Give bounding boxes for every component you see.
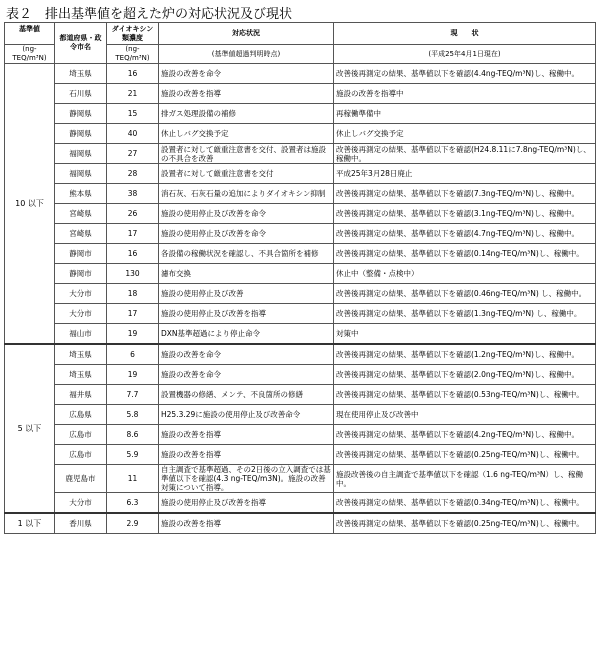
table-row <box>5 405 596 425</box>
status-cell: 施設の改善を指導中 <box>334 84 596 104</box>
concentration-cell: 16 <box>107 64 159 84</box>
table-row <box>5 84 596 104</box>
status-cell: 平成25年3月28日廃止 <box>334 164 596 184</box>
status-cell: 改善後再測定の結果、基準値以下を確認(0.14ng-TEQ/m³N)し、稼働中。 <box>334 244 596 264</box>
response-cell: 設置機器の修繕、メンテ、不良箇所の修繕 <box>159 385 334 405</box>
status-cell: 対策中 <box>334 324 596 345</box>
header-standard: 基準値 <box>5 23 55 45</box>
table-row <box>5 445 596 465</box>
response-cell: 施設の使用停止及び改善 <box>159 284 334 304</box>
table-title: 表２ 排出基準値を超えた炉の対応状況及び現状 <box>6 7 293 22</box>
prefecture-cell: 広島市 <box>55 445 107 465</box>
concentration-cell: 5.9 <box>107 445 159 465</box>
status-cell: 再稼働準備中 <box>334 104 596 124</box>
table-row <box>5 64 596 84</box>
concentration-cell: 6.3 <box>107 493 159 514</box>
concentration-cell: 15 <box>107 104 159 124</box>
furnace-status-table <box>4 22 596 534</box>
status-cell: 休止中（整備・点検中） <box>334 264 596 284</box>
prefecture-cell: 福岡県 <box>55 164 107 184</box>
status-cell: 改善後再測定の結果、基準値以下を確認(4.4ng-TEQ/m³N)し、稼働中。 <box>334 64 596 84</box>
prefecture-cell: 静岡県 <box>55 104 107 124</box>
prefecture-cell: 福岡県 <box>55 144 107 164</box>
response-cell: 施設の使用停止及び改善を命令 <box>159 204 334 224</box>
header-concentration-unit: (ng-TEQ/m³N) <box>107 45 159 64</box>
prefecture-cell: 埼玉県 <box>55 344 107 365</box>
prefecture-cell: 広島県 <box>55 405 107 425</box>
status-cell: 改善後再測定の結果、基準値以下を確認(0.34ng-TEQ/m³N)し、稼働中。 <box>334 493 596 514</box>
header-standard-unit: (ng-TEQ/m³N) <box>5 45 55 64</box>
concentration-cell: 38 <box>107 184 159 204</box>
prefecture-cell: 宮崎県 <box>55 204 107 224</box>
status-cell: 改善後再測定の結果、基準値以下を確認(1.2ng-TEQ/m³N)し、稼働中。 <box>334 344 596 365</box>
response-cell: 各設備の稼働状況を確認し、不具合箇所を補修 <box>159 244 334 264</box>
concentration-cell: 26 <box>107 204 159 224</box>
status-cell: 改善後再測定の結果、基準値以下を確認(H24.8.11に7.8ng-TEQ/m³N)し、稼働中。 <box>334 144 596 164</box>
concentration-cell: 17 <box>107 224 159 244</box>
concentration-cell: 11 <box>107 465 159 493</box>
response-cell: 施設の改善を指導 <box>159 445 334 465</box>
status-cell: 改善後再測定の結果、基準値以下を確認(0.25ng-TEQ/m³N)し、稼働中。 <box>334 445 596 465</box>
table-row <box>5 365 596 385</box>
header-status-sub: (平成25年4月1日現在) <box>334 45 596 64</box>
concentration-cell: 27 <box>107 144 159 164</box>
prefecture-cell: 静岡市 <box>55 244 107 264</box>
prefecture-cell: 埼玉県 <box>55 365 107 385</box>
status-cell: 改善後再測定の結果、基準値以下を確認(4.7ng-TEQ/m³N)し、稼働中。 <box>334 224 596 244</box>
status-cell: 改善後再測定の結果、基準値以下を確認(0.46ng-TEQ/m³N) し、稼働中。 <box>334 284 596 304</box>
standard-cell: 1 以下 <box>5 513 55 534</box>
response-cell: 施設の使用停止及び改善を指導 <box>159 304 334 324</box>
response-cell: 排ガス処理設備の補修 <box>159 104 334 124</box>
table-row <box>5 513 596 534</box>
concentration-cell: 5.8 <box>107 405 159 425</box>
prefecture-cell: 埼玉県 <box>55 64 107 84</box>
table-row <box>5 144 596 164</box>
response-cell: 濾布交換 <box>159 264 334 284</box>
table-row <box>5 264 596 284</box>
header-prefecture: 都道府県・政令市名 <box>55 23 107 64</box>
prefecture-cell: 福井県 <box>55 385 107 405</box>
header-response: 対応状況 <box>159 23 334 45</box>
response-cell: 休止しバグ交換予定 <box>159 124 334 144</box>
concentration-cell: 7.7 <box>107 385 159 405</box>
prefecture-cell: 大分市 <box>55 493 107 514</box>
table-row <box>5 425 596 445</box>
concentration-cell: 40 <box>107 124 159 144</box>
response-cell: H25.3.29に施設の使用停止及び改善命令 <box>159 405 334 425</box>
concentration-cell: 2.9 <box>107 513 159 534</box>
prefecture-cell: 大分市 <box>55 304 107 324</box>
prefecture-cell: 広島市 <box>55 425 107 445</box>
response-cell: 設置者に対して厳重注意書を交付 <box>159 164 334 184</box>
table-row <box>5 385 596 405</box>
table-row <box>5 244 596 264</box>
status-cell: 改善後再測定の結果、基準値以下を確認(4.2ng-TEQ/m³N)し、稼働中。 <box>334 425 596 445</box>
prefecture-cell: 静岡市 <box>55 264 107 284</box>
response-cell: 施設の改善を指導 <box>159 84 334 104</box>
table-row <box>5 164 596 184</box>
concentration-cell: 130 <box>107 264 159 284</box>
prefecture-cell: 大分市 <box>55 284 107 304</box>
status-cell: 休止しバグ交換予定 <box>334 124 596 144</box>
status-cell: 改善後再測定の結果、基準値以下を確認(0.53ng-TEQ/m³N)し、稼働中。 <box>334 385 596 405</box>
status-cell: 改善後再測定の結果、基準値以下を確認(3.1ng-TEQ/m³N)し、稼働中。 <box>334 204 596 224</box>
prefecture-cell: 熊本県 <box>55 184 107 204</box>
table-row <box>5 304 596 324</box>
prefecture-cell: 静岡県 <box>55 124 107 144</box>
response-cell: 施設の使用停止及び改善を命令 <box>159 224 334 244</box>
header-concentration: ダイオキシン類濃度 <box>107 23 159 45</box>
concentration-cell: 19 <box>107 324 159 345</box>
response-cell: 施設の改善を指導 <box>159 513 334 534</box>
concentration-cell: 8.6 <box>107 425 159 445</box>
concentration-cell: 6 <box>107 344 159 365</box>
prefecture-cell: 香川県 <box>55 513 107 534</box>
status-cell: 現在使用停止及び改善中 <box>334 405 596 425</box>
standard-cell: 5 以下 <box>5 344 55 513</box>
response-cell: 設置者に対して厳重注意書を交付、設置者は施設の不具合を改善 <box>159 144 334 164</box>
status-cell: 改善後再測定の結果、基準値以下を確認(0.25ng-TEQ/m³N)し、稼働中。 <box>334 513 596 534</box>
status-cell: 改善後再測定の結果、基準値以下を確認(2.0ng-TEQ/m³N)し、稼働中。 <box>334 365 596 385</box>
response-cell: 施設の改善を命令 <box>159 64 334 84</box>
table-row <box>5 204 596 224</box>
concentration-cell: 28 <box>107 164 159 184</box>
table-row <box>5 493 596 514</box>
table-row <box>5 124 596 144</box>
table-row <box>5 324 596 345</box>
prefecture-cell: 石川県 <box>55 84 107 104</box>
response-cell: DXN基準超過により停止命令 <box>159 324 334 345</box>
table-row <box>5 284 596 304</box>
response-cell: 施設の使用停止及び改善を指導 <box>159 493 334 514</box>
prefecture-cell: 宮崎県 <box>55 224 107 244</box>
concentration-cell: 21 <box>107 84 159 104</box>
table-body <box>5 64 596 534</box>
table-row <box>5 104 596 124</box>
response-cell: 施設の改善を指導 <box>159 425 334 445</box>
status-cell: 改善後再測定の結果、基準値以下を確認(1.3ng-TEQ/m³N) し、稼働中。 <box>334 304 596 324</box>
header-response-sub: (基準値超過判明時点) <box>159 45 334 64</box>
table-row <box>5 465 596 493</box>
response-cell: 施設の改善を命令 <box>159 344 334 365</box>
header-status: 現 状 <box>334 23 596 45</box>
concentration-cell: 16 <box>107 244 159 264</box>
response-cell: 施設の改善を命令 <box>159 365 334 385</box>
concentration-cell: 18 <box>107 284 159 304</box>
concentration-cell: 17 <box>107 304 159 324</box>
status-cell: 改善後再測定の結果、基準値以下を確認(7.3ng-TEQ/m³N)し、稼働中。 <box>334 184 596 204</box>
table-row <box>5 344 596 365</box>
standard-cell: 10 以下 <box>5 64 55 345</box>
prefecture-cell: 福山市 <box>55 324 107 345</box>
table-row <box>5 224 596 244</box>
response-cell: 自主調査で基準超過、その2日後の立入調査では基準値以下を確認(4.3 ng-TEQ/m3N)。施設の改善対策について指導。 <box>159 465 334 493</box>
status-cell: 施設改善後の自主調査で基準値以下を確認（1.6 ng-TEQ/m³N）し、稼働中。 <box>334 465 596 493</box>
concentration-cell: 19 <box>107 365 159 385</box>
response-cell: 消石灰、石灰石量の追加によりダイオキシン抑制 <box>159 184 334 204</box>
table-row <box>5 184 596 204</box>
prefecture-cell: 鹿児島市 <box>55 465 107 493</box>
